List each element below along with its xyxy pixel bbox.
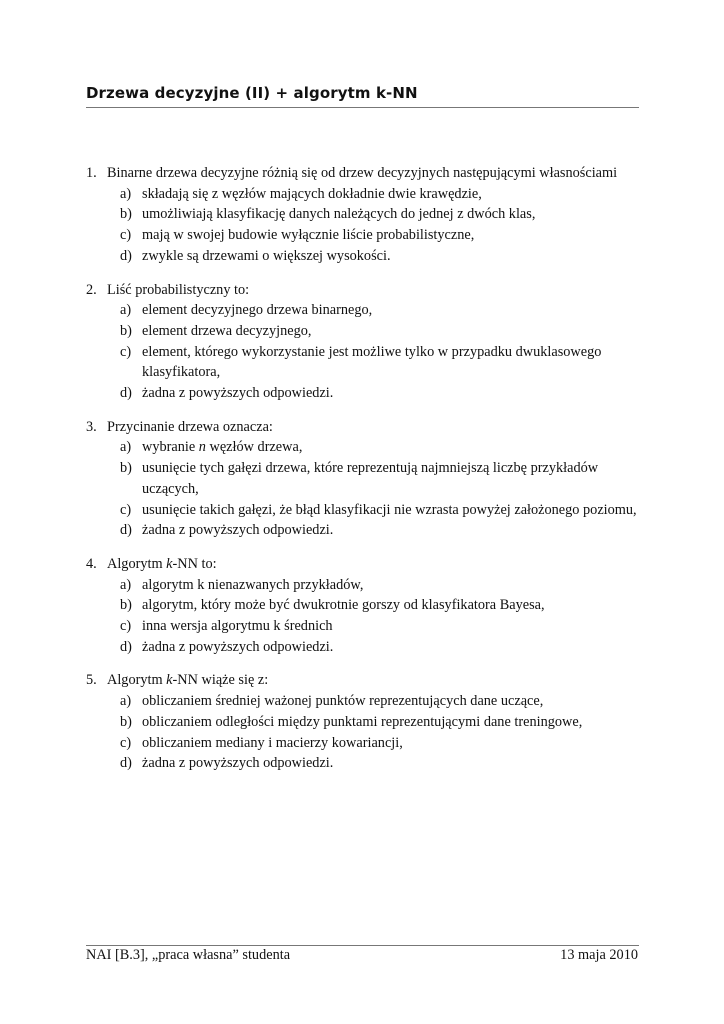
option-letter: d) [120, 385, 132, 402]
option-letter: b) [120, 597, 132, 614]
option-text: żadna z powyższych odpowiedzi. [142, 522, 334, 539]
option-letter: d) [120, 755, 132, 772]
answer-option [86, 733, 646, 754]
option-text: algorytm k nienazwanych przykładów, [142, 576, 364, 593]
option-text: żadna z powyższych odpowiedzi. [142, 385, 334, 402]
answer-options [86, 184, 646, 267]
answer-option [86, 691, 646, 712]
option-letter: b) [120, 460, 132, 477]
question-stem [86, 280, 646, 301]
answer-option [86, 712, 646, 733]
option-letter: b) [120, 206, 132, 223]
option-letter: b) [120, 713, 132, 730]
answer-option [86, 225, 646, 246]
option-text: usunięcie takich gałęzi, że błąd klasyfikacji nie wzrasta powyżej założonego poziomu, [142, 501, 637, 518]
question-number: 4. [86, 555, 97, 572]
answer-option [86, 246, 646, 267]
title-divider [86, 107, 639, 108]
question-text: Binarne drzewa decyzyjne różnią się od drzew decyzyjnych następującymi własnościami [107, 165, 618, 181]
option-letter: c) [120, 343, 132, 360]
question-text: Liść probabilistyczny to: [107, 281, 250, 298]
question-text: Przycinanie drzewa oznacza: [107, 418, 273, 435]
question-4 [86, 554, 646, 658]
question-stem [86, 163, 646, 184]
question-text-pre: Algorytm [107, 672, 167, 689]
option-text: inna wersja algorytmu k średnich [142, 618, 333, 635]
option-text-variable: n [198, 439, 206, 456]
question-text-pre: Algorytm [107, 555, 167, 572]
option-text: żadna z powyższych odpowiedzi. [142, 755, 334, 772]
option-letter: a) [120, 439, 132, 456]
answer-option [86, 383, 646, 404]
question-number: 3. [86, 418, 97, 435]
answer-option [86, 458, 646, 499]
option-letter: c) [120, 227, 132, 244]
option-letter: d) [120, 247, 132, 264]
option-letter: a) [120, 185, 132, 202]
answer-option [86, 342, 646, 383]
option-text: element decyzyjnego drzewa binarnego, [142, 302, 373, 319]
question-list [86, 163, 646, 787]
option-letter: d) [120, 522, 132, 539]
option-letter: a) [120, 302, 132, 319]
question-3 [86, 417, 646, 541]
answer-option [86, 637, 646, 658]
question-text-variable: k [166, 555, 173, 572]
option-text: zwykle są drzewami o większej wysokości. [142, 247, 391, 264]
option-letter: a) [120, 576, 132, 593]
answer-option [86, 753, 646, 774]
answer-option [86, 321, 646, 342]
footer-divider [86, 945, 639, 946]
question-number: 2. [86, 281, 97, 298]
option-letter: a) [120, 693, 132, 710]
question-1 [86, 163, 646, 267]
answer-option [86, 184, 646, 205]
question-number: 1. [86, 165, 97, 181]
question-stem [86, 417, 646, 438]
option-text: obliczaniem odległości między punktami reprezentującymi dane treningowe, [142, 713, 583, 730]
question-2 [86, 280, 646, 404]
option-text: obliczaniem mediany i macierzy kowariancji, [142, 734, 403, 751]
question-stem [86, 670, 646, 691]
answer-option [86, 204, 646, 225]
answer-option [86, 520, 646, 541]
footer-date: 13 maja 2010 [560, 947, 638, 963]
option-letter: c) [120, 734, 132, 751]
answer-option [86, 616, 646, 637]
answer-option [86, 575, 646, 596]
option-text: żadna z powyższych odpowiedzi. [142, 638, 334, 655]
option-text: usunięcie tych gałęzi drzewa, które reprezentują najmniejszą liczbę przykładów uczących, [142, 460, 599, 497]
answer-option [86, 300, 646, 321]
option-text-pre: wybranie [142, 439, 199, 456]
question-stem [86, 554, 646, 575]
answer-options [86, 437, 646, 541]
option-letter: b) [120, 322, 132, 339]
option-text: obliczaniem średniej ważonej punktów reprezentujących dane uczące, [142, 693, 544, 710]
question-text-post: -NN to: [172, 555, 217, 572]
option-text: umożliwiają klasyfikację danych należących do jednej z dwóch klas, [142, 206, 536, 223]
question-5 [86, 670, 646, 774]
question-number: 5. [86, 672, 97, 689]
answer-option [86, 437, 646, 458]
option-text: mają w swojej budowie wyłącznie liście probabilistyczne, [142, 227, 475, 244]
option-text: element drzewa decyzyjnego, [142, 322, 312, 339]
option-letter: c) [120, 618, 132, 635]
document-title: Drzewa decyzyjne (II) + algorytm k-NN [86, 84, 418, 102]
question-text-post: -NN wiąże się z: [172, 672, 269, 689]
answer-option [86, 595, 646, 616]
answer-options [86, 575, 646, 658]
answer-options [86, 691, 646, 774]
answer-option [86, 500, 646, 521]
footer-course-label: NAI [B.3], „praca własna” studenta [86, 947, 291, 963]
option-letter: c) [120, 501, 132, 518]
option-text: algorytm, który może być dwukrotnie gorszy od klasyfikatora Bayesa, [142, 597, 545, 614]
option-text-post: węzłów drzewa, [205, 439, 303, 456]
option-text: element, którego wykorzystanie jest możliwe tylko w przypadku dwuklasowego klasyfikatora, [142, 343, 602, 381]
option-letter: d) [120, 638, 132, 655]
question-text-variable: k [166, 672, 173, 689]
answer-options [86, 300, 646, 404]
option-text: składają się z węzłów mających dokładnie dwie krawędzie, [142, 185, 482, 202]
